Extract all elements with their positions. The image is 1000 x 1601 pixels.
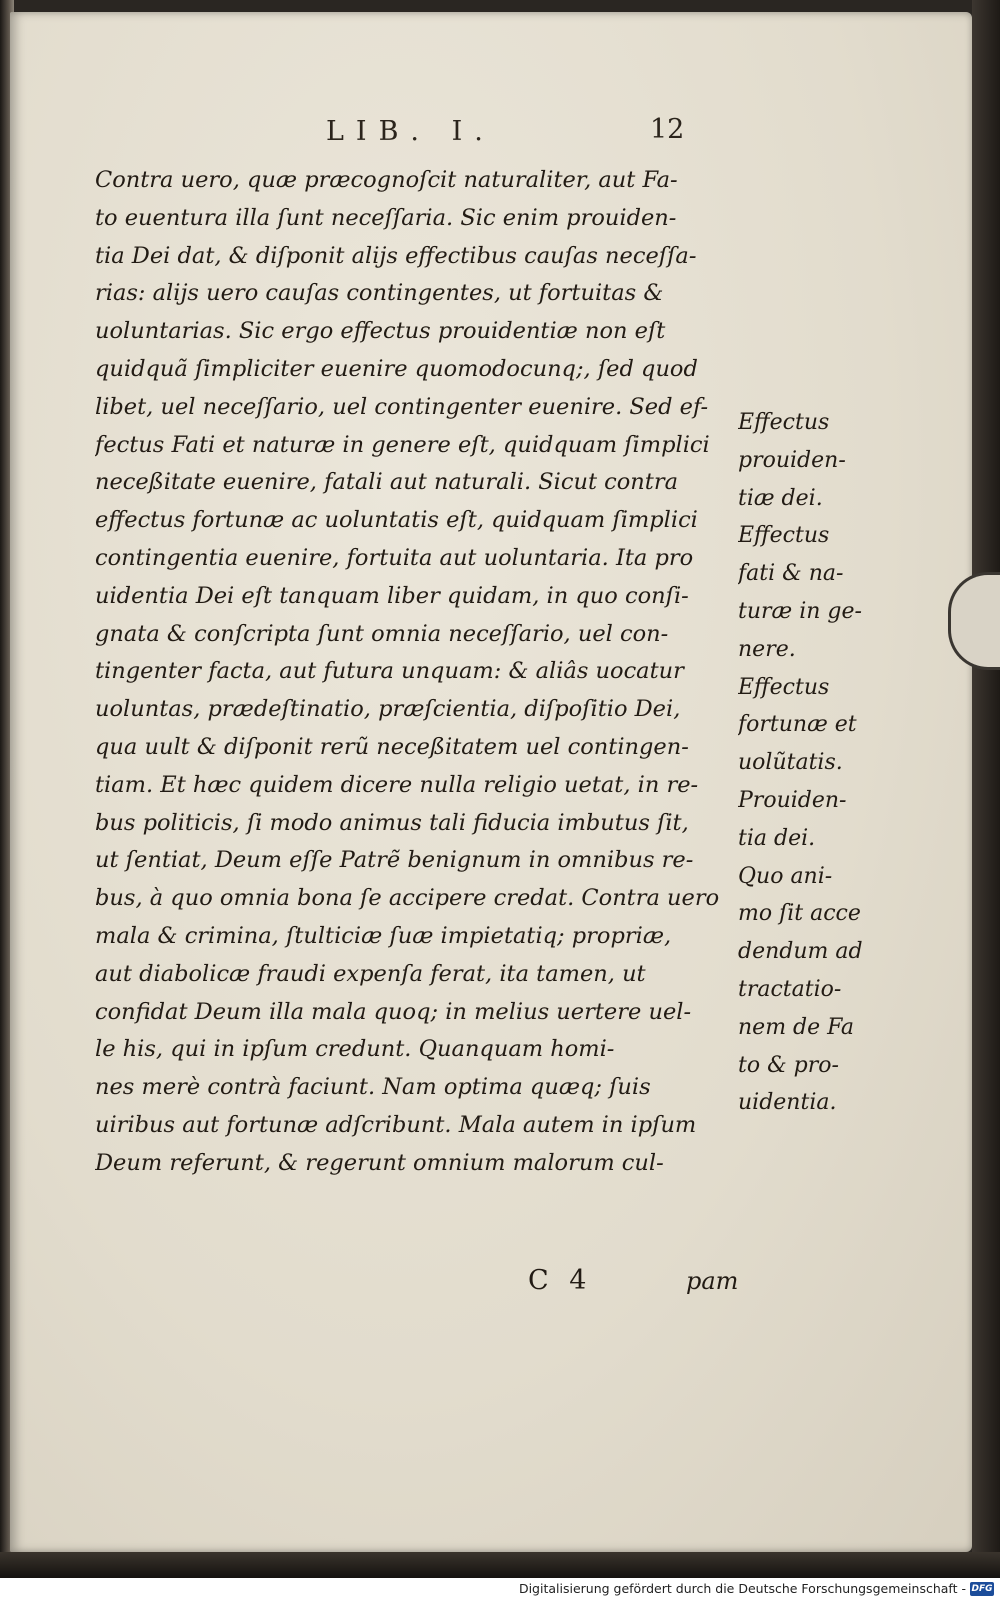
- margin-note-line: tiæ dei.: [738, 485, 823, 511]
- margin-note-line: uidentia.: [738, 1090, 837, 1116]
- margin-note-line: Effectus: [738, 410, 830, 435]
- footer-bar: [0, 1578, 1000, 1601]
- catchline: [10, 1265, 972, 1305]
- margin-note-line: Effectus: [738, 674, 830, 700]
- funding-credit: Digitalisierung gefördert durch die Deutsche Forschungsgemeinschaft -: [518, 1581, 966, 1596]
- text-line: Contra uero, quæ præcognoſcit naturaliter, aut Fa-: [95, 167, 678, 193]
- margin-note-line: Prouiden-: [738, 787, 847, 813]
- text-line: contingentia euenire, fortuita aut uoluntaria. Ita pro: [95, 544, 694, 571]
- signature-mark: C 4: [528, 1265, 593, 1296]
- margin-note-line: mo ſit acce: [738, 901, 861, 927]
- text-line: qua uult & diſponit rerũ neceßitatem uel contingen-: [95, 733, 689, 760]
- scan-edge-bottom: [0, 1552, 1000, 1578]
- margin-note-line: nem de Fa: [738, 1014, 855, 1040]
- margin-note-line: fati & na-: [738, 561, 844, 587]
- text-line: fectus Fati et naturæ in genere eſt, quidquam ſimplici: [95, 431, 710, 458]
- text-line: tia Dei dat, & diſponit alijs effectibus cauſas neceſſa-: [95, 242, 697, 269]
- margin-note-line: fortunæ et: [738, 712, 857, 738]
- running-head: LIB. I.: [326, 116, 495, 147]
- marginal-notes: [738, 404, 893, 1122]
- text-line: ut ſentiat, Deum eſſe Patrẽ benignum in omnibus re-: [95, 847, 694, 874]
- margin-note-line: prouiden-: [738, 447, 846, 473]
- margin-note-line: tia dei.: [738, 825, 816, 851]
- text-line: quidquã ſimpliciter euenire quomodocunq;, ſed quod: [95, 355, 698, 382]
- text-line: le his, qui in ipſum credunt. Quanquam homi-: [95, 1036, 615, 1063]
- margin-note-line: Quo ani-: [738, 863, 833, 889]
- page-header: [10, 116, 972, 156]
- text-line: uoluntas, prædeſtinatio, præſcientia, diſpoſitio Dei,: [95, 696, 681, 723]
- text-line: tingenter facta, aut futura unquam: & aliâs uocatur: [95, 658, 684, 685]
- text-line: rias: alijs uero cauſas contingentes, ut fortuitas &: [95, 280, 664, 307]
- text-line: aut diabolicæ fraudi expenſa ferat, ita tamen, ut: [95, 960, 646, 987]
- margin-note-line: dendum ad: [738, 939, 863, 965]
- scan-edge-right: [972, 0, 1000, 1560]
- text-line: to euentura illa ſunt neceſſaria. Sic enim prouiden-: [95, 204, 677, 231]
- text-line: libet, uel neceſſario, uel contingenter euenire. Sed ef-: [95, 393, 709, 420]
- text-line: nes merè contrà faciunt. Nam optima quæq; ſuis: [95, 1074, 651, 1101]
- text-line: mala & crimina, ſtulticiæ ſuæ impietatiq; propriæ,: [95, 922, 672, 949]
- margin-note-line: Effectus: [738, 523, 830, 549]
- margin-note-line: uolũtatis.: [738, 750, 843, 776]
- text-line: Deum referunt, & regerunt omnium malorum cul-: [95, 1149, 664, 1176]
- text-line: bus politicis, ſi modo animus tali fiducia imbutus ſit,: [95, 809, 689, 836]
- text-line: neceßitate euenire, fatali aut naturali. Sicut contra: [95, 469, 678, 496]
- text-line: uiribus aut fortunæ adſcribunt. Mala autem in ipſum: [95, 1111, 697, 1138]
- text-line: gnata & conſcripta ſunt omnia neceſſario, uel con-: [95, 620, 669, 647]
- catchword: pam: [686, 1267, 739, 1295]
- text-line: confidat Deum illa mala quoq; in melius uertere uel-: [95, 998, 692, 1025]
- body-text: [95, 162, 735, 1183]
- text-line: bus, à quo omnia bona ſe accipere credat. Contra uero: [95, 885, 720, 912]
- margin-note-line: nere.: [738, 636, 796, 662]
- text-line: uoluntarias. Sic ergo effectus prouidentiæ non eſt: [95, 318, 666, 345]
- text-line: uidentia Dei eſt tanquam liber quidam, in quo conſi-: [95, 582, 689, 609]
- dfg-logo-icon: DFG: [971, 1584, 993, 1594]
- page-number: 12: [650, 114, 685, 145]
- text-line: tiam. Et hæc quidem dicere nulla religio uetat, in re-: [95, 771, 699, 798]
- margin-note-line: turæ in ge-: [738, 598, 862, 624]
- margin-note-line: to & pro-: [738, 1052, 839, 1078]
- margin-note-line: tractatio-: [738, 976, 842, 1002]
- book-page: [10, 12, 972, 1552]
- text-line: effectus fortunæ ac uoluntatis eſt, quidquam ſimplici: [95, 507, 698, 534]
